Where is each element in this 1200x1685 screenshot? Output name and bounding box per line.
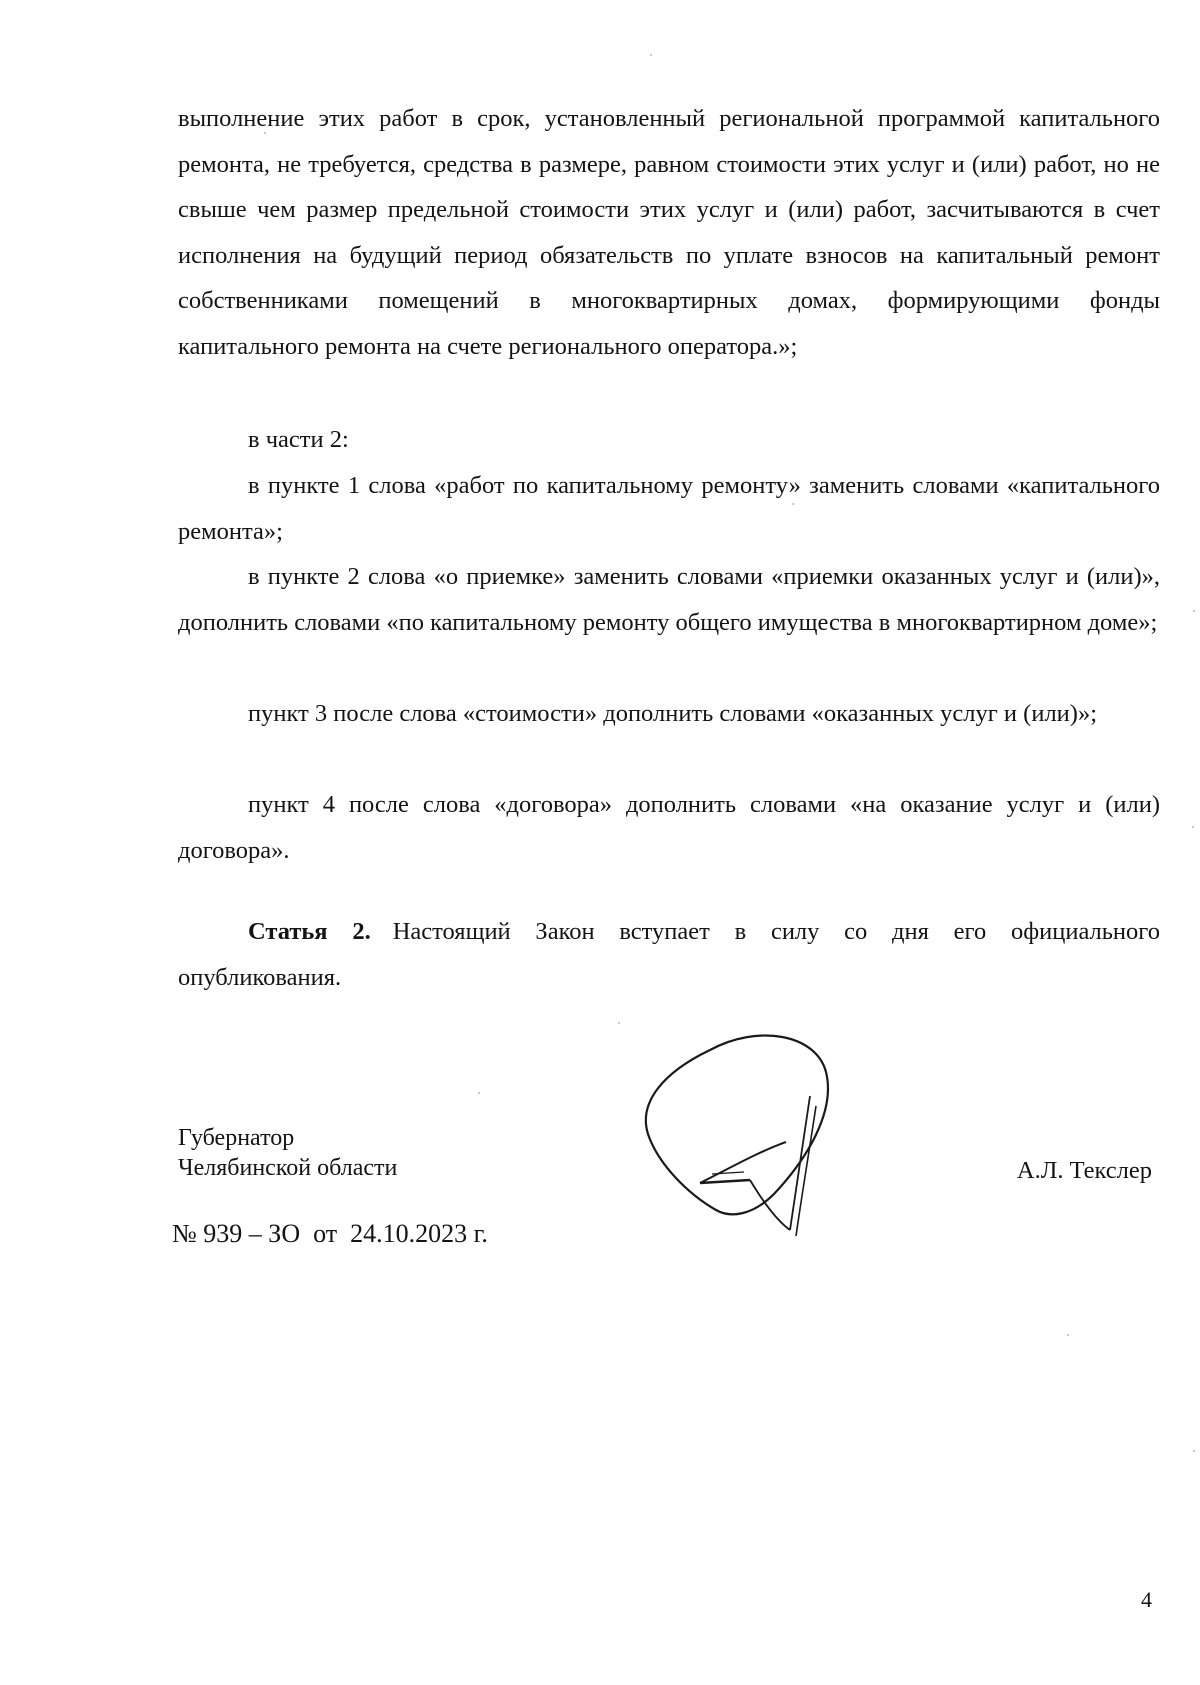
amendment-item-1: в пункте 1 слова «работ по капитальному ремонту» заменить словами «капитального ремонта»; xyxy=(178,472,1160,545)
amendment-item-3: пункт 3 после слова «стоимости» дополнить словами «оказанных услуг и (или)»; xyxy=(248,700,1097,727)
scan-speck xyxy=(650,54,652,56)
scan-speck xyxy=(618,1022,620,1024)
scan-speck xyxy=(1193,610,1195,612)
scan-speck xyxy=(1192,826,1194,828)
handwritten-signature xyxy=(640,1030,850,1250)
signatory-title-line-2: Челябинской области xyxy=(178,1155,398,1181)
paragraph-continuation: выполнение этих работ в срок, установленный региональной программой капитального ремонта, не требуется, средства в размере, равном стоимости этих услуг и (или) работ, но не свыше чем размер предельной стоимости этих услуг и (или) работ, засчитываются в счет исполнения на будущий период обязательств по уплате взносов на капитальный ремонт собственниками помещений в многоквартирных домах, формирующими фонды капитального ремонта на счете регионального оператора.»; xyxy=(178,105,1160,360)
scan-speck xyxy=(1067,1334,1069,1336)
signatory-title xyxy=(178,1123,397,1183)
amendment-item-4: пункт 4 после слова «договора» дополнить словами «на оказание услуг и (или) договора». xyxy=(178,791,1160,864)
scan-speck xyxy=(792,503,794,505)
law-number-and-date: № 939 – ЗО от 24.10.2023 г. xyxy=(172,1219,488,1248)
page-number: 4 xyxy=(1141,1587,1152,1612)
article-2-label: Статья 2. xyxy=(248,918,371,945)
signatory-title-line-1: Губернатор xyxy=(178,1125,295,1151)
amendment-item-2: в пункте 2 слова «о приемке» заменить словами «приемки оказанных услуг и (или)», дополнить словами «по капитальному ремонту общего имущества в многоквартирном доме»; xyxy=(178,563,1160,636)
article-2 xyxy=(178,909,1160,1000)
article-2-text: Настоящий Закон вступает в силу со дня его официального опубликования. xyxy=(178,918,1160,991)
scan-speck xyxy=(1193,1450,1195,1452)
part-2-heading: в части 2: xyxy=(248,426,349,453)
scan-speck xyxy=(264,132,266,134)
signatory-name: А.Л. Текслер xyxy=(1016,1157,1152,1184)
scan-speck xyxy=(478,1092,480,1094)
